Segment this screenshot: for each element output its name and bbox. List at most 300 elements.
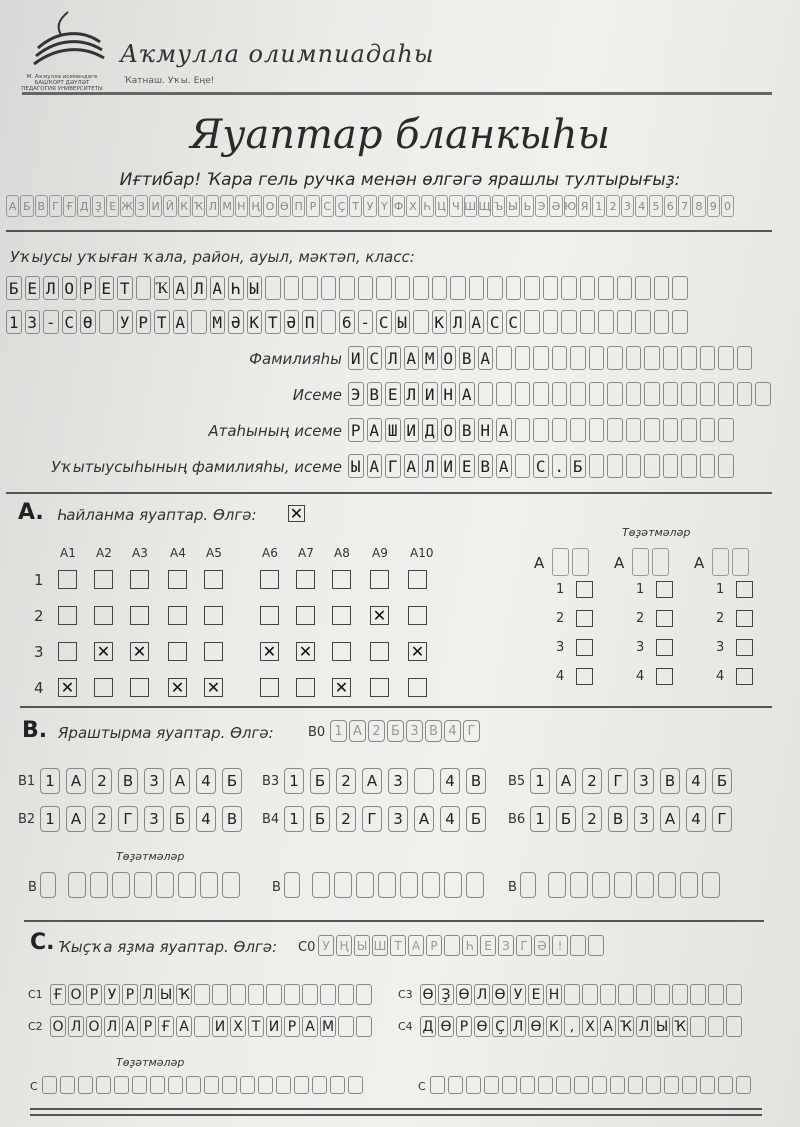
char-cell[interactable]: С bbox=[506, 310, 522, 334]
correction-cell[interactable] bbox=[42, 1076, 57, 1094]
char-cell[interactable]: Л bbox=[385, 346, 401, 370]
char-cell[interactable]: Г bbox=[385, 454, 401, 478]
char-cell[interactable] bbox=[617, 310, 633, 334]
char-cell[interactable]: Ә bbox=[228, 310, 244, 334]
answer-cell[interactable] bbox=[248, 984, 264, 1005]
answer-cell[interactable] bbox=[356, 984, 372, 1005]
correction-cell[interactable] bbox=[40, 872, 56, 898]
char-cell[interactable]: К bbox=[247, 310, 263, 334]
correction-cell[interactable] bbox=[178, 872, 196, 898]
char-cell[interactable]: А bbox=[173, 310, 189, 334]
char-cell[interactable]: Н bbox=[478, 418, 494, 442]
answer-cell[interactable]: 2 bbox=[336, 806, 356, 832]
char-cell[interactable]: С bbox=[376, 310, 392, 334]
char-cell[interactable] bbox=[515, 418, 531, 442]
answer-cell[interactable]: А bbox=[414, 806, 434, 832]
answer-cell[interactable] bbox=[582, 984, 598, 1005]
correction-cell[interactable] bbox=[592, 872, 610, 898]
answer-cell[interactable]: А bbox=[600, 1016, 616, 1037]
char-cell[interactable] bbox=[663, 382, 679, 406]
char-cell[interactable] bbox=[644, 454, 660, 478]
answer-checkbox[interactable] bbox=[168, 570, 187, 589]
answer-cell[interactable]: 3 bbox=[144, 768, 164, 794]
correction-cell[interactable] bbox=[60, 1076, 75, 1094]
correction-checkbox[interactable] bbox=[656, 581, 673, 598]
answer-cell[interactable] bbox=[230, 984, 246, 1005]
answer-cell[interactable]: В bbox=[660, 768, 680, 794]
correction-cell[interactable] bbox=[186, 1076, 201, 1094]
answer-cell[interactable]: 2 bbox=[582, 806, 602, 832]
correction-cell[interactable] bbox=[168, 1076, 183, 1094]
char-cell[interactable]: Ы bbox=[247, 276, 263, 300]
char-cell[interactable] bbox=[672, 310, 688, 334]
answer-cell[interactable]: 2 bbox=[336, 768, 356, 794]
answer-cell[interactable]: Б bbox=[310, 806, 330, 832]
answer-cell[interactable]: 1 bbox=[530, 768, 550, 794]
correction-cell[interactable] bbox=[312, 872, 330, 898]
answer-cell[interactable]: 1 bbox=[284, 806, 304, 832]
answer-cell[interactable]: Б bbox=[170, 806, 190, 832]
answer-cell[interactable]: Б bbox=[712, 768, 732, 794]
correction-cell[interactable] bbox=[718, 1076, 733, 1094]
char-cell[interactable]: О bbox=[62, 276, 78, 300]
char-cell[interactable]: 6 bbox=[339, 310, 355, 334]
answer-cell[interactable]: Р bbox=[284, 1016, 300, 1037]
char-cell[interactable] bbox=[358, 276, 374, 300]
char-cell[interactable] bbox=[663, 346, 679, 370]
answer-checkbox[interactable]: ✕ bbox=[260, 642, 279, 661]
correction-cell[interactable] bbox=[572, 548, 589, 576]
correction-checkbox[interactable] bbox=[576, 581, 593, 598]
correction-cell[interactable] bbox=[614, 872, 632, 898]
char-cell[interactable]: А bbox=[478, 346, 494, 370]
answer-cell[interactable]: Г bbox=[712, 806, 732, 832]
answer-checkbox[interactable] bbox=[94, 570, 113, 589]
char-cell[interactable]: 3 bbox=[25, 310, 41, 334]
answer-cell[interactable]: У bbox=[510, 984, 526, 1005]
answer-cell[interactable]: Л bbox=[140, 984, 156, 1005]
correction-cell[interactable] bbox=[448, 1076, 463, 1094]
answer-cell[interactable]: О bbox=[86, 1016, 102, 1037]
char-cell[interactable] bbox=[515, 346, 531, 370]
answer-cell[interactable]: В bbox=[222, 806, 242, 832]
answer-cell[interactable]: 2 bbox=[582, 768, 602, 794]
char-cell[interactable] bbox=[321, 276, 337, 300]
answer-cell[interactable] bbox=[600, 984, 616, 1005]
correction-cell[interactable] bbox=[422, 872, 440, 898]
correction-cell[interactable] bbox=[538, 1076, 553, 1094]
correction-cell[interactable] bbox=[68, 872, 86, 898]
char-cell[interactable]: А bbox=[173, 276, 189, 300]
char-cell[interactable] bbox=[543, 276, 559, 300]
char-cell[interactable]: В bbox=[459, 418, 475, 442]
answer-cell[interactable]: Р bbox=[140, 1016, 156, 1037]
char-cell[interactable]: В bbox=[478, 454, 494, 478]
answer-cell[interactable]: В bbox=[466, 768, 486, 794]
char-cell[interactable] bbox=[644, 346, 660, 370]
correction-cell[interactable] bbox=[700, 1076, 715, 1094]
correction-checkbox[interactable] bbox=[736, 639, 753, 656]
char-cell[interactable] bbox=[626, 454, 642, 478]
answer-cell[interactable]: И bbox=[266, 1016, 282, 1037]
match-answer[interactable] bbox=[40, 806, 242, 832]
answer-cell[interactable]: 1 bbox=[40, 768, 60, 794]
answer-checkbox[interactable] bbox=[260, 678, 279, 697]
correction-cell[interactable] bbox=[664, 1076, 679, 1094]
answer-checkbox[interactable] bbox=[130, 678, 149, 697]
correction-cell[interactable] bbox=[294, 1076, 309, 1094]
char-cell[interactable] bbox=[589, 382, 605, 406]
field-cells[interactable] bbox=[348, 382, 771, 406]
answer-cell[interactable] bbox=[194, 1016, 210, 1037]
correction-cell[interactable] bbox=[658, 872, 676, 898]
correction-checkbox[interactable] bbox=[576, 610, 593, 627]
correction-cell[interactable] bbox=[330, 1076, 345, 1094]
char-cell[interactable] bbox=[524, 310, 540, 334]
answer-cell[interactable]: М bbox=[320, 1016, 336, 1037]
answer-cell[interactable]: И bbox=[212, 1016, 228, 1037]
char-cell[interactable]: Р bbox=[348, 418, 364, 442]
char-cell[interactable]: А bbox=[496, 418, 512, 442]
answer-cell[interactable]: Н bbox=[546, 984, 562, 1005]
answer-cell[interactable] bbox=[618, 984, 634, 1005]
char-cell[interactable]: Ҡ bbox=[154, 276, 170, 300]
answer-cell[interactable]: Р bbox=[86, 984, 102, 1005]
correction-cell[interactable] bbox=[276, 1076, 291, 1094]
char-cell[interactable]: У bbox=[117, 310, 133, 334]
char-cell[interactable] bbox=[626, 418, 642, 442]
match-answer[interactable] bbox=[40, 768, 242, 794]
answer-checkbox[interactable] bbox=[296, 570, 315, 589]
char-cell[interactable] bbox=[737, 382, 753, 406]
char-cell[interactable] bbox=[635, 310, 651, 334]
answer-checkbox[interactable] bbox=[58, 570, 77, 589]
char-cell[interactable] bbox=[663, 454, 679, 478]
answer-cell[interactable]: У bbox=[104, 984, 120, 1005]
correction-checkbox[interactable] bbox=[736, 581, 753, 598]
answer-cell[interactable]: 1 bbox=[530, 806, 550, 832]
char-cell[interactable]: Р bbox=[80, 276, 96, 300]
char-cell[interactable]: Ә bbox=[284, 310, 300, 334]
answer-cell[interactable] bbox=[194, 984, 210, 1005]
correction-cell[interactable] bbox=[574, 1076, 589, 1094]
answer-cell[interactable] bbox=[338, 1016, 354, 1037]
correction-cell[interactable] bbox=[284, 872, 300, 898]
answer-cell[interactable]: Ө bbox=[456, 984, 472, 1005]
correction-checkbox[interactable] bbox=[736, 610, 753, 627]
answer-cell[interactable]: А bbox=[362, 768, 382, 794]
correction-cell[interactable] bbox=[240, 1076, 255, 1094]
char-cell[interactable] bbox=[515, 454, 531, 478]
answer-cell[interactable] bbox=[726, 984, 742, 1005]
correction-checkbox[interactable] bbox=[656, 639, 673, 656]
answer-cell[interactable]: А bbox=[176, 1016, 192, 1037]
answer-cell[interactable]: Б bbox=[310, 768, 330, 794]
char-cell[interactable] bbox=[450, 276, 466, 300]
char-cell[interactable]: А bbox=[367, 454, 383, 478]
answer-cell[interactable]: А bbox=[660, 806, 680, 832]
answer-cell[interactable]: Ы bbox=[158, 984, 174, 1005]
correction-cell[interactable] bbox=[114, 1076, 129, 1094]
char-cell[interactable] bbox=[700, 382, 716, 406]
answer-cell[interactable]: Т bbox=[248, 1016, 264, 1037]
char-cell[interactable] bbox=[284, 276, 300, 300]
correction-cell[interactable] bbox=[592, 1076, 607, 1094]
char-cell[interactable] bbox=[321, 310, 337, 334]
correction-cell[interactable] bbox=[134, 872, 152, 898]
char-cell[interactable] bbox=[413, 310, 429, 334]
answer-cell[interactable]: Ы bbox=[654, 1016, 670, 1037]
char-cell[interactable]: М bbox=[422, 346, 438, 370]
answer-cell[interactable]: 3 bbox=[634, 806, 654, 832]
answer-cell[interactable]: 4 bbox=[196, 806, 216, 832]
answer-cell[interactable] bbox=[338, 984, 354, 1005]
answer-cell[interactable] bbox=[302, 984, 318, 1005]
answer-checkbox[interactable] bbox=[408, 570, 427, 589]
answer-cell[interactable] bbox=[212, 984, 228, 1005]
char-cell[interactable] bbox=[607, 346, 623, 370]
field-cells[interactable] bbox=[348, 418, 734, 442]
char-cell[interactable] bbox=[533, 346, 549, 370]
char-cell[interactable] bbox=[718, 346, 734, 370]
char-cell[interactable]: Т bbox=[154, 310, 170, 334]
answer-cell[interactable]: Л bbox=[68, 1016, 84, 1037]
answer-cell[interactable]: Л bbox=[104, 1016, 120, 1037]
answer-cell[interactable]: Г bbox=[118, 806, 138, 832]
answer-cell[interactable]: Р bbox=[122, 984, 138, 1005]
field-cells[interactable] bbox=[348, 346, 752, 370]
answer-cell[interactable]: Х bbox=[230, 1016, 246, 1037]
answer-checkbox[interactable]: ✕ bbox=[332, 678, 351, 697]
char-cell[interactable]: Т bbox=[117, 276, 133, 300]
char-cell[interactable] bbox=[469, 276, 485, 300]
char-cell[interactable]: А bbox=[210, 276, 226, 300]
answer-cell[interactable]: 4 bbox=[686, 806, 706, 832]
answer-cell[interactable]: 3 bbox=[388, 768, 408, 794]
char-cell[interactable]: В bbox=[459, 346, 475, 370]
char-cell[interactable] bbox=[700, 346, 716, 370]
correction-cell[interactable] bbox=[156, 872, 174, 898]
correction-cell[interactable] bbox=[732, 548, 749, 576]
correction-cell[interactable] bbox=[356, 872, 374, 898]
char-cell[interactable]: Л bbox=[422, 454, 438, 478]
correction-checkbox[interactable] bbox=[656, 668, 673, 685]
char-cell[interactable]: А bbox=[404, 454, 420, 478]
char-cell[interactable] bbox=[589, 454, 605, 478]
char-cell[interactable] bbox=[533, 382, 549, 406]
char-cell[interactable]: Һ bbox=[228, 276, 244, 300]
char-cell[interactable] bbox=[265, 276, 281, 300]
answer-checkbox[interactable] bbox=[332, 606, 351, 625]
answer-checkbox[interactable] bbox=[370, 642, 389, 661]
char-cell[interactable] bbox=[681, 418, 697, 442]
answer-cell[interactable]: Л bbox=[474, 984, 490, 1005]
char-cell[interactable] bbox=[432, 276, 448, 300]
answer-checkbox[interactable] bbox=[296, 606, 315, 625]
correction-cell[interactable] bbox=[736, 1076, 751, 1094]
char-cell[interactable] bbox=[478, 382, 494, 406]
answer-checkbox[interactable] bbox=[204, 570, 223, 589]
answer-checkbox[interactable] bbox=[332, 570, 351, 589]
char-cell[interactable]: О bbox=[441, 346, 457, 370]
answer-cell[interactable]: А bbox=[66, 768, 86, 794]
char-cell[interactable] bbox=[718, 454, 734, 478]
answer-checkbox[interactable] bbox=[260, 606, 279, 625]
answer-cell[interactable]: 4 bbox=[440, 768, 460, 794]
answer-checkbox[interactable] bbox=[94, 678, 113, 697]
correction-cell[interactable] bbox=[204, 1076, 219, 1094]
char-cell[interactable] bbox=[506, 276, 522, 300]
char-cell[interactable] bbox=[681, 346, 697, 370]
char-cell[interactable]: Т bbox=[265, 310, 281, 334]
answer-cell[interactable]: О bbox=[50, 1016, 66, 1037]
answer-cell[interactable] bbox=[672, 984, 688, 1005]
correction-checkbox[interactable] bbox=[656, 610, 673, 627]
answer-cell[interactable]: , bbox=[564, 1016, 580, 1037]
correction-cell[interactable] bbox=[378, 872, 396, 898]
char-cell[interactable] bbox=[654, 310, 670, 334]
correction-cell[interactable] bbox=[652, 548, 669, 576]
char-cell[interactable] bbox=[598, 276, 614, 300]
answer-cell[interactable]: 3 bbox=[388, 806, 408, 832]
correction-cell[interactable] bbox=[78, 1076, 93, 1094]
answer-cell[interactable] bbox=[320, 984, 336, 1005]
correction-cell[interactable] bbox=[466, 1076, 481, 1094]
char-cell[interactable] bbox=[191, 310, 207, 334]
answer-cell[interactable]: 2 bbox=[92, 768, 112, 794]
answer-cell[interactable]: 3 bbox=[634, 768, 654, 794]
answer-checkbox[interactable] bbox=[58, 606, 77, 625]
answer-cell[interactable] bbox=[690, 984, 706, 1005]
correction-cell[interactable] bbox=[632, 548, 649, 576]
correction-cell[interactable] bbox=[430, 1076, 445, 1094]
answer-checkbox[interactable] bbox=[94, 606, 113, 625]
char-cell[interactable]: 1 bbox=[6, 310, 22, 334]
char-cell[interactable] bbox=[737, 346, 753, 370]
match-answer[interactable] bbox=[530, 806, 732, 832]
correction-cell[interactable] bbox=[132, 1076, 147, 1094]
char-cell[interactable] bbox=[524, 276, 540, 300]
answer-checkbox[interactable] bbox=[408, 606, 427, 625]
correction-cell[interactable] bbox=[258, 1076, 273, 1094]
correction-checkbox[interactable] bbox=[736, 668, 753, 685]
correction-cell[interactable] bbox=[520, 872, 536, 898]
char-cell[interactable] bbox=[570, 382, 586, 406]
char-cell[interactable] bbox=[672, 276, 688, 300]
char-cell[interactable]: Н bbox=[441, 382, 457, 406]
answer-cell[interactable]: А bbox=[556, 768, 576, 794]
char-cell[interactable] bbox=[626, 382, 642, 406]
char-cell[interactable]: И bbox=[441, 454, 457, 478]
char-cell[interactable]: Ы bbox=[348, 454, 364, 478]
correction-cell[interactable] bbox=[348, 1076, 363, 1094]
char-cell[interactable]: М bbox=[210, 310, 226, 334]
answer-cell[interactable] bbox=[690, 1016, 706, 1037]
correction-cell[interactable] bbox=[150, 1076, 165, 1094]
answer-checkbox[interactable] bbox=[204, 606, 223, 625]
answer-cell[interactable]: Л bbox=[636, 1016, 652, 1037]
answer-cell[interactable]: Ө bbox=[438, 1016, 454, 1037]
answer-cell[interactable]: Ҙ bbox=[438, 984, 454, 1005]
answer-cell[interactable]: Д bbox=[420, 1016, 436, 1037]
correction-cell[interactable] bbox=[90, 872, 108, 898]
char-cell[interactable] bbox=[552, 418, 568, 442]
char-cell[interactable] bbox=[561, 310, 577, 334]
char-cell[interactable] bbox=[136, 276, 152, 300]
answer-cell[interactable]: А bbox=[170, 768, 190, 794]
char-cell[interactable]: С bbox=[62, 310, 78, 334]
char-cell[interactable] bbox=[570, 418, 586, 442]
char-cell[interactable]: . bbox=[552, 454, 568, 478]
answer-checkbox[interactable]: ✕ bbox=[94, 642, 113, 661]
answer-cell[interactable]: Ғ bbox=[50, 984, 66, 1005]
char-cell[interactable] bbox=[99, 310, 115, 334]
answer-cell[interactable]: Ҡ bbox=[672, 1016, 688, 1037]
char-cell[interactable] bbox=[552, 346, 568, 370]
answer-cell[interactable] bbox=[654, 984, 670, 1005]
char-cell[interactable]: Л bbox=[191, 276, 207, 300]
answer-cell[interactable] bbox=[266, 984, 282, 1005]
answer-checkbox[interactable] bbox=[58, 642, 77, 661]
correction-cell[interactable] bbox=[548, 872, 566, 898]
correction-checkbox[interactable] bbox=[576, 639, 593, 656]
field-cells[interactable] bbox=[348, 454, 734, 478]
char-cell[interactable] bbox=[617, 276, 633, 300]
char-cell[interactable]: А bbox=[496, 454, 512, 478]
answer-cell[interactable]: Х bbox=[582, 1016, 598, 1037]
answer-cell[interactable] bbox=[636, 984, 652, 1005]
char-cell[interactable] bbox=[552, 382, 568, 406]
answer-cell[interactable] bbox=[708, 984, 724, 1005]
char-cell[interactable] bbox=[681, 382, 697, 406]
char-cell[interactable]: П bbox=[302, 310, 318, 334]
match-answer[interactable] bbox=[284, 768, 486, 794]
answer-cell[interactable]: Г bbox=[608, 768, 628, 794]
char-cell[interactable]: Б bbox=[6, 276, 22, 300]
char-cell[interactable]: Р bbox=[136, 310, 152, 334]
answer-checkbox[interactable] bbox=[168, 642, 187, 661]
char-cell[interactable]: К bbox=[432, 310, 448, 334]
char-cell[interactable] bbox=[413, 276, 429, 300]
answer-cell[interactable]: Ө bbox=[420, 984, 436, 1005]
char-cell[interactable] bbox=[589, 346, 605, 370]
char-cell[interactable]: И bbox=[348, 346, 364, 370]
answer-cell[interactable] bbox=[564, 984, 580, 1005]
char-cell[interactable] bbox=[589, 418, 605, 442]
answer-cell[interactable]: 1 bbox=[284, 768, 304, 794]
answer-cell[interactable] bbox=[726, 1016, 742, 1037]
char-cell[interactable] bbox=[626, 346, 642, 370]
char-cell[interactable] bbox=[700, 418, 716, 442]
char-cell[interactable]: - bbox=[43, 310, 59, 334]
match-answer[interactable] bbox=[284, 806, 486, 832]
correction-cell[interactable] bbox=[96, 1076, 111, 1094]
char-cell[interactable] bbox=[395, 276, 411, 300]
answer-cell[interactable]: Б bbox=[556, 806, 576, 832]
correction-cell[interactable] bbox=[610, 1076, 625, 1094]
char-cell[interactable]: Е bbox=[99, 276, 115, 300]
answer-checkbox[interactable]: ✕ bbox=[130, 642, 149, 661]
char-cell[interactable] bbox=[496, 346, 512, 370]
char-cell[interactable] bbox=[570, 346, 586, 370]
correction-checkbox[interactable] bbox=[576, 668, 593, 685]
char-cell[interactable] bbox=[700, 454, 716, 478]
correction-cell[interactable] bbox=[636, 872, 654, 898]
correction-cell[interactable] bbox=[222, 872, 240, 898]
char-cell[interactable]: Б bbox=[570, 454, 586, 478]
answer-checkbox[interactable] bbox=[332, 642, 351, 661]
char-cell[interactable] bbox=[654, 276, 670, 300]
